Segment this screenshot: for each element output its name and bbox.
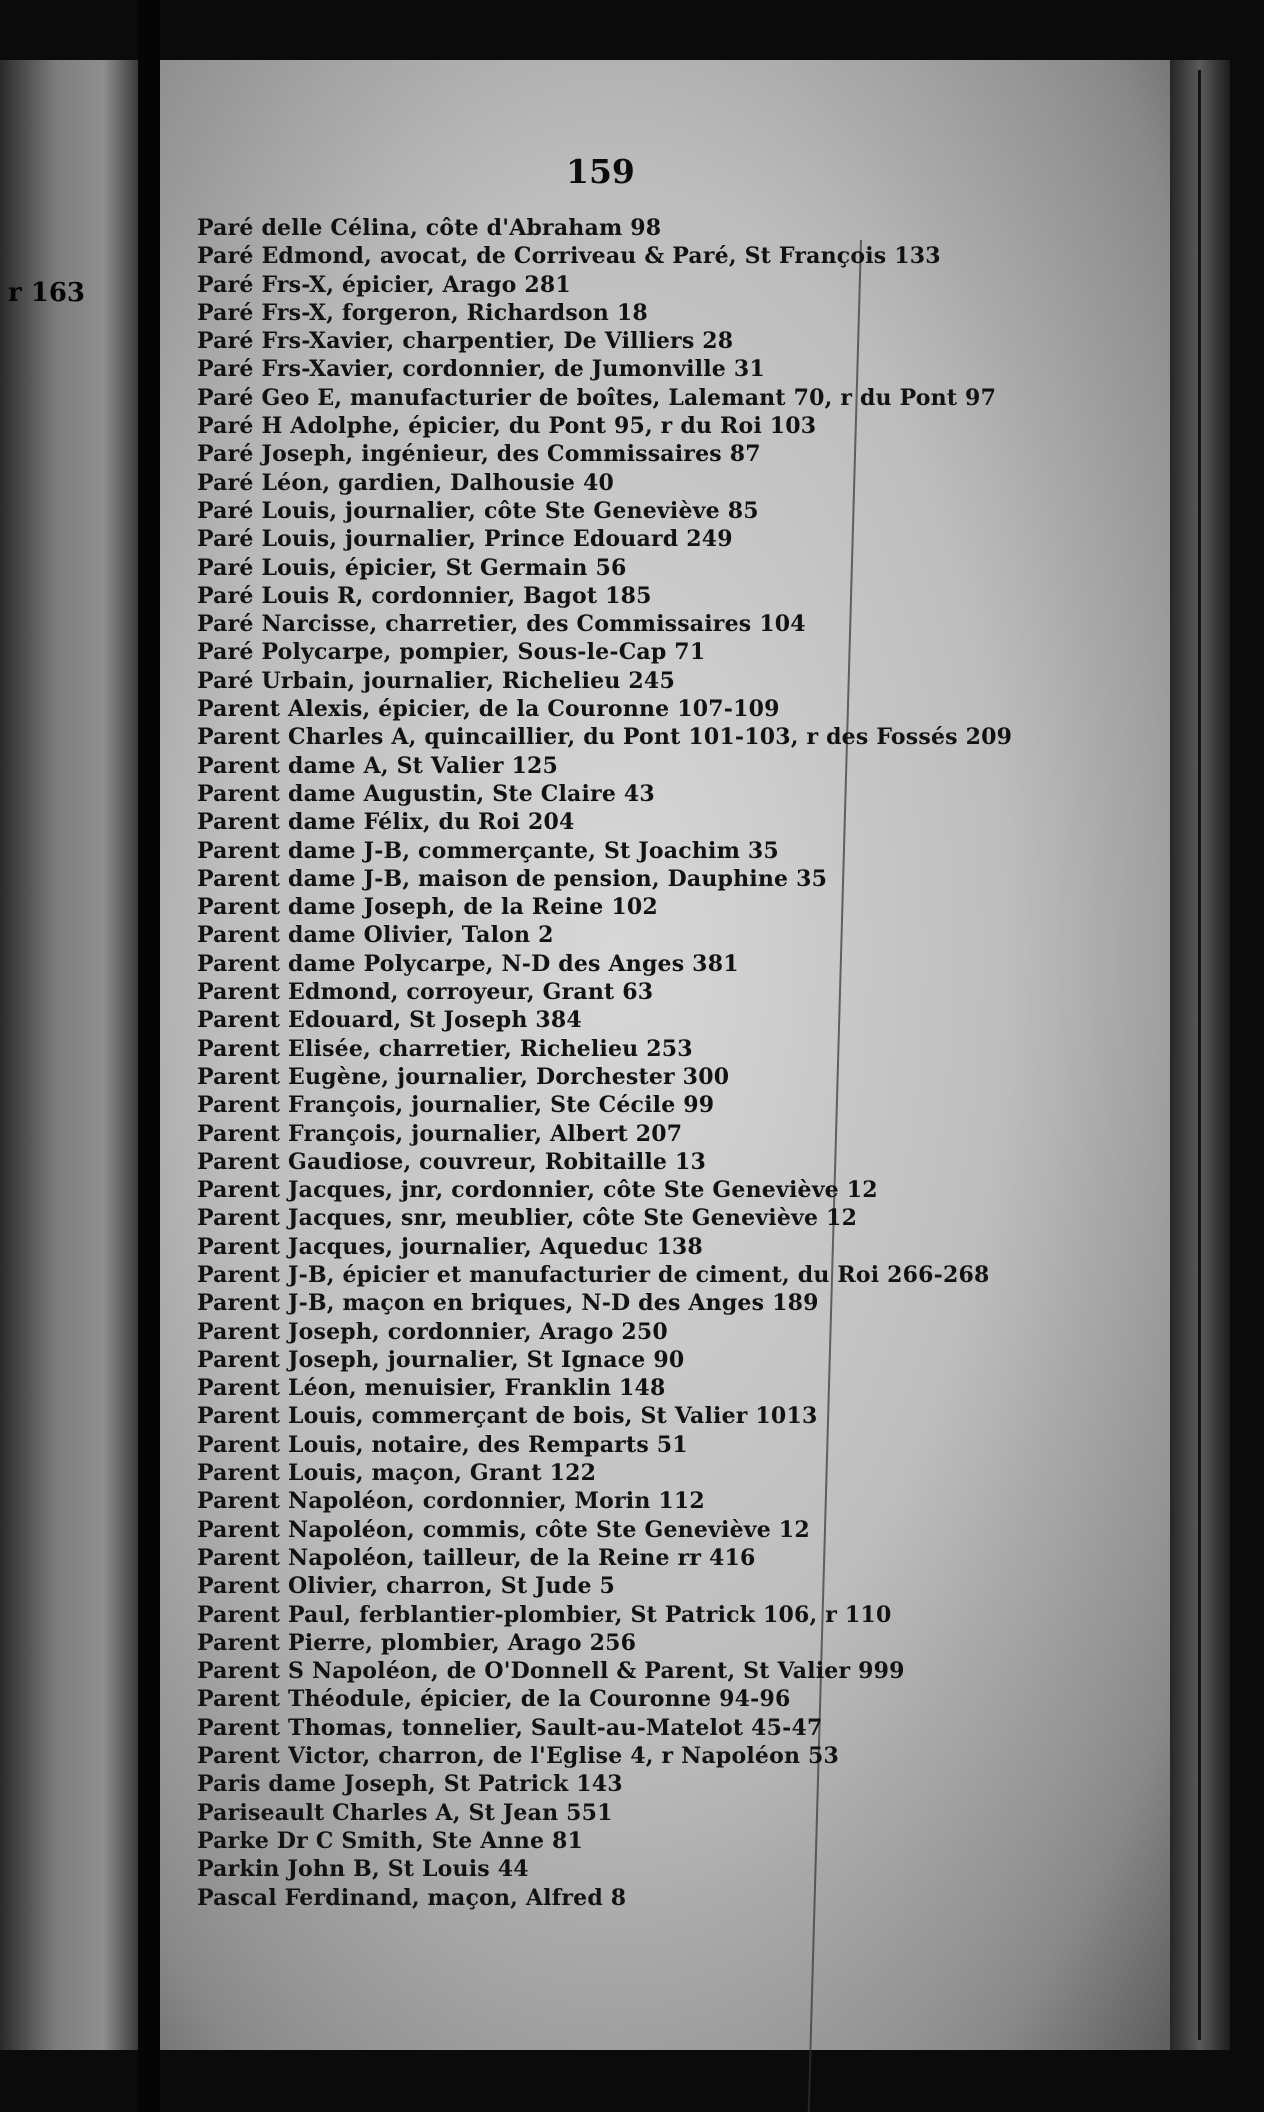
directory-entry: Parent Jacques, snr, meublier, côte Ste Geneviève 12 (197, 1205, 858, 1232)
directory-entry: Parent Eugène, journalier, Dorchester 300 (197, 1063, 730, 1090)
directory-entry: Parent dame Joseph, de la Reine 102 (197, 894, 658, 921)
directory-entry: Parent Thomas, tonnelier, Sault-au-Matelot 45-47 (197, 1714, 823, 1741)
directory-entry: Parent Napoléon, tailleur, de la Reine rr 416 (197, 1544, 756, 1571)
directory-entry: Parent Edmond, corroyeur, Grant 63 (197, 979, 654, 1006)
directory-entry: Paré Louis R, cordonnier, Bagot 185 (197, 582, 652, 609)
directory-entry: Parent François, journalier, Albert 207 (197, 1120, 683, 1147)
directory-entry: Paré Louis, journalier, côte Ste Geneviève 85 (197, 497, 759, 524)
directory-entry: Parent Théodule, épicier, de la Couronne 94-96 (197, 1686, 791, 1713)
directory-entry: Paré Polycarpe, pompier, Sous-le-Cap 71 (197, 639, 706, 666)
directory-entry: Parent Alexis, épicier, de la Couronne 107-109 (197, 696, 780, 723)
directory-entry: Paré Edmond, avocat, de Corriveau & Paré, St François 133 (197, 243, 941, 270)
page-edge-line (1198, 70, 1201, 2040)
directory-entry: Parent Joseph, cordonnier, Arago 250 (197, 1318, 668, 1345)
directory-entry: Parent dame Olivier, Talon 2 (197, 922, 554, 949)
directory-entry: Paré Frs-Xavier, charpentier, De Villiers 28 (197, 328, 734, 355)
directory-entry: Paré delle Célina, côte d'Abraham 98 (197, 215, 662, 241)
directory-entry: Parent François, journalier, Ste Cécile 99 (197, 1092, 715, 1119)
directory-entry: Paré Louis, épicier, St Germain 56 (197, 554, 627, 581)
directory-entry: Paré Frs-X, épicier, Arago 281 (197, 271, 571, 298)
directory-entry: Paré Frs-X, forgeron, Richardson 18 (197, 299, 648, 326)
directory-entry: Parent Paul, ferblantier-plombier, St Patrick 106, r 110 (197, 1601, 892, 1628)
directory-entry: Parent Napoléon, commis, côte Ste Geneviève 12 (197, 1516, 810, 1543)
directory-entry: Paré Joseph, ingénieur, des Commissaires 87 (197, 441, 761, 468)
directory-entry: Parent Olivier, charron, St Jude 5 (197, 1573, 616, 1600)
directory-entry: Parent dame A, St Valier 125 (197, 752, 559, 779)
directory-entry: Paré Louis, journalier, Prince Edouard 249 (197, 526, 733, 553)
directory-entry: Parent Victor, charron, de l'Eglise 4, r Napoléon 53 (197, 1743, 840, 1770)
directory-entry: Parent Louis, maçon, Grant 122 (197, 1460, 597, 1487)
directory-entry: Parent Elisée, charretier, Richelieu 253 (197, 1035, 693, 1062)
directory-entry: Paré Geo E, manufacturier de boîtes, Lalemant 70, r du Pont 97 (197, 384, 997, 411)
book-gutter (138, 0, 160, 2112)
directory-entry: Parent Jacques, journalier, Aqueduc 138 (197, 1233, 703, 1260)
directory-entry: Parent Louis, commerçant de bois, St Valier 1013 (197, 1403, 818, 1430)
directory-entry: Parke Dr C Smith, Ste Anne 81 (197, 1827, 584, 1854)
page-number: 159 (566, 152, 635, 191)
directory-entry: Paré H Adolphe, épicier, du Pont 95, r du Roi 103 (197, 413, 817, 440)
left-page-reference: r 163 (8, 278, 86, 308)
directory-entry: Parent dame Augustin, Ste Claire 43 (197, 780, 655, 807)
directory-entries (197, 214, 1157, 1912)
directory-entry: Parent dame Félix, du Roi 204 (197, 809, 575, 836)
directory-entry: Paré Léon, gardien, Dalhousie 40 (197, 469, 614, 496)
directory-entry: Paré Urbain, journalier, Richelieu 245 (197, 667, 675, 694)
directory-entry: Parent J-B, épicier et manufacturier de ciment, du Roi 266-268 (197, 1261, 990, 1288)
directory-entry: Parkin John B, St Louis 44 (197, 1856, 529, 1883)
directory-entry: Parent Pierre, plombier, Arago 256 (197, 1629, 637, 1656)
directory-entry: Paré Narcisse, charretier, des Commissaires 104 (197, 611, 806, 638)
left-page-edge (0, 60, 138, 2050)
directory-entry: Parent Napoléon, cordonnier, Morin 112 (197, 1488, 705, 1515)
directory-entry: Paris dame Joseph, St Patrick 143 (197, 1771, 623, 1798)
directory-entry: Parent dame Polycarpe, N-D des Anges 381 (197, 950, 739, 977)
directory-entry: Parent Joseph, journalier, St Ignace 90 (197, 1346, 685, 1373)
directory-entry: Parent dame J-B, commerçante, St Joachim 35 (197, 837, 779, 864)
directory-entry: Parent J-B, maçon en briques, N-D des Anges 189 (197, 1290, 819, 1317)
directory-entry: Pascal Ferdinand, maçon, Alfred 8 (197, 1884, 627, 1911)
directory-entry: Parent dame J-B, maison de pension, Dauphine 35 (197, 865, 828, 892)
directory-entry: Parent Léon, menuisier, Franklin 148 (197, 1375, 666, 1402)
directory-entry: Parent Edouard, St Joseph 384 (197, 1007, 582, 1034)
directory-entry: Parent Charles A, quincaillier, du Pont 101-103, r des Fossés 209 (197, 724, 1013, 751)
directory-entry: Parent Jacques, jnr, cordonnier, côte Ste Geneviève 12 (197, 1177, 878, 1204)
directory-entry: Pariseault Charles A, St Jean 551 (197, 1799, 613, 1826)
directory-entry: Parent Louis, notaire, des Remparts 51 (197, 1431, 688, 1458)
directory-entry: Paré Frs-Xavier, cordonnier, de Jumonville 31 (197, 356, 765, 383)
directory-entry: Parent S Napoléon, de O'Donnell & Parent, St Valier 999 (197, 1658, 905, 1685)
directory-entry: Parent Gaudiose, couvreur, Robitaille 13 (197, 1148, 706, 1175)
